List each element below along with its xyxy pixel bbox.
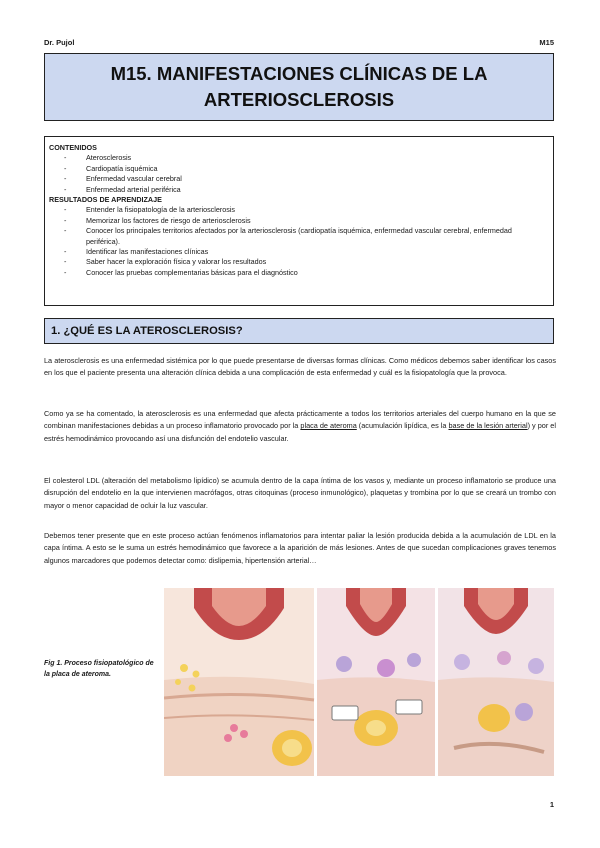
section-heading-box xyxy=(44,318,554,344)
contents-heading: CONTENIDOS xyxy=(49,143,97,152)
contents-item: - Enfermedad vascular cerebral xyxy=(49,174,545,184)
page-number: 1 xyxy=(549,800,554,809)
outcome-item: - Entender la fisiopatología de la arteriosclerosis xyxy=(49,205,545,215)
panel-progression xyxy=(438,588,554,776)
outcome-item: - Memorizar los factores de riesgo de arteriosclerosis xyxy=(49,216,545,226)
outcomes-heading: RESULTADOS DE APRENDIZAJE xyxy=(49,195,162,205)
contents-list xyxy=(49,153,545,195)
paragraph-4: Debemos tener presente que en este proceso actúan fenómenos inflamatorios para intentar paliar la lesión producida debida a la acumulación de LDL en la capa íntima. A esto se le suma un estrés hemodinámico que favorece a la aparición de más lesiones. Antes de que sucedan complicaciones graves tenemos algunos marcadores que podemos detectar como: dislipemia, hipertensión arterial… xyxy=(44,531,556,565)
paragraph-2-text: ) y por el estrés hemodinámico provocando así una disfunción del endotelio vascular. xyxy=(44,421,556,443)
figure-caption: Fig 1. Proceso fisiopatológico de la placa de ateroma. xyxy=(44,660,154,678)
panel-inflammation xyxy=(317,588,435,776)
paragraph-1: La aterosclerosis es una enfermedad sistémica por lo que puede presentarse de diversas formas clínicas. Como médicos debemos saber identificar los casos en los que el paciente presenta una alteración clínica debida a una complicación de esta enfermedad y cuál es la fisiopatología que la provoca. xyxy=(44,356,556,378)
paragraph-2 xyxy=(44,408,556,445)
paragraph-2-text: (acumulación lipídica, es la xyxy=(356,421,449,431)
contents-item: - Enfermedad arterial periférica xyxy=(49,185,545,195)
outcome-item: - Conocer los principales territorios afectados por la arteriosclerosis (cardiopatía isquémica, enfermedad vascular cerebral, enfermedad periférica). xyxy=(49,226,545,247)
section-heading: 1. ¿QUÉ ES LA ATEROSCLEROSIS? xyxy=(51,325,243,337)
outcome-item: - Saber hacer la exploración física y valorar los resultados xyxy=(49,257,545,267)
atheroma-illustration xyxy=(164,588,554,776)
outcomes-list xyxy=(49,205,545,278)
term-base-lesion-arterial: base de la lesión arterial xyxy=(448,421,528,431)
contents-item: - Cardiopatía isquémica xyxy=(49,164,545,174)
header-author: Dr. Pujol xyxy=(44,38,75,47)
term-placa-de-ateroma: placa de ateroma xyxy=(300,421,357,431)
page-title: M15. MANIFESTACIONES CLÍNICAS DE LA ARTERIOSCLEROSIS xyxy=(110,63,488,110)
paragraph-3: El colesterol LDL (alteración del metabolismo lipídico) se acumula dentro de la capa íntima de los vasos y, mediante un proceso inflamatorio se produce una disrupción del endotelio en la que intervienen macrófagos, otras citoquinas (proceso inmunológico), plaquetas y trombina por lo que se creará un trombo con mayor o menor capacidad de ocluir la luz vascular. xyxy=(44,476,556,510)
panel-initiation xyxy=(164,588,314,776)
paragraph-2-text: Como ya se ha comentado, la aterosclerosis es una enfermedad que afecta prácticamente a todos los territorios arteriales del cuerpo humano en la que se combinan manifestaciones debidas a un proceso inflamatorio provocado por la xyxy=(44,409,556,431)
contents-box xyxy=(44,136,554,306)
contents-item: - Aterosclerosis xyxy=(49,153,545,163)
title-box xyxy=(44,53,554,121)
outcome-item: - Conocer las pruebas complementarias básicas para el diagnóstico xyxy=(49,268,545,278)
outcome-item: - Identificar las manifestaciones clínicas xyxy=(49,247,545,257)
header-code: M15 xyxy=(539,38,554,47)
